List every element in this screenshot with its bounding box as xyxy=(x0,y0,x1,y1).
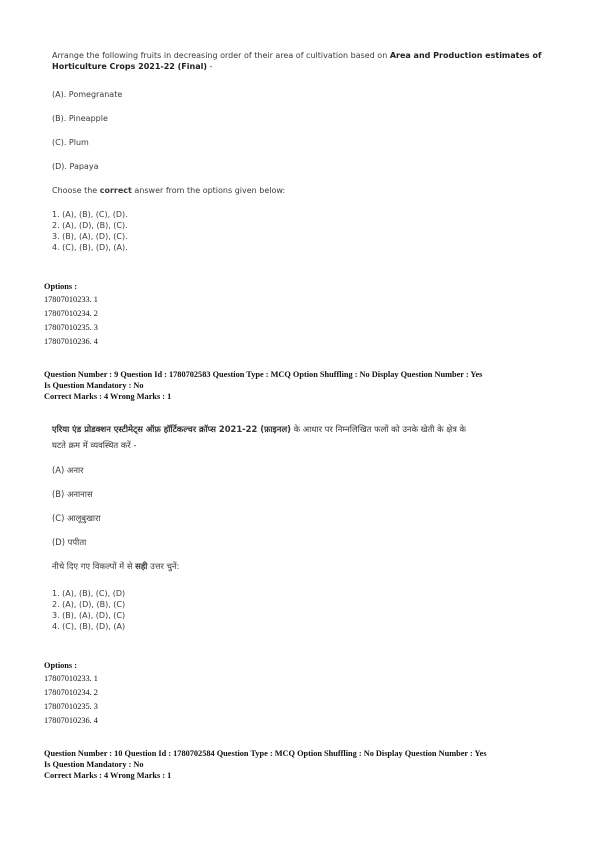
question-10-meta xyxy=(44,748,564,781)
choose-prefix: Choose the xyxy=(52,186,100,195)
option-value-2: 17807010234. 2 xyxy=(44,309,98,318)
q9-item-b: (B) अनानास xyxy=(52,489,93,499)
q9-answer-2: 2. (A), (D), (B), (C) xyxy=(52,600,126,609)
options-block-2 xyxy=(44,660,98,728)
option-value-3: 17807010235. 3 xyxy=(44,323,98,332)
hindi-prompt-line2: घटते क्रम में व्यवस्थित करें - xyxy=(52,440,137,450)
meta-line-3: Correct Marks : 4 Wrong Marks : 1 xyxy=(44,392,172,401)
q8-item-b: (B). Pineapple xyxy=(52,114,108,123)
choose-bold: correct xyxy=(99,186,132,195)
q8-answer-3: 3. (B), (A), (D), (C). xyxy=(52,232,128,241)
option-value-3: 17807010235. 3 xyxy=(44,702,98,711)
q9-choose-instruction xyxy=(52,561,179,572)
q9-item-d: (D) पपीता xyxy=(52,537,87,547)
meta-line-2: Is Question Mandatory : No xyxy=(44,381,144,390)
choose-suffix: उत्तर चुनें: xyxy=(147,561,180,571)
option-value-1: 17807010233. 1 xyxy=(44,674,98,683)
question-9-hindi-prompt xyxy=(52,421,562,453)
q9-item-a: (A) अनार xyxy=(52,465,84,475)
q8-item-c: (C). Plum xyxy=(52,138,89,147)
q8-item-a: (A). Pomegranate xyxy=(52,90,123,99)
q9-answer-3: 3. (B), (A), (D), (C) xyxy=(52,611,126,620)
q9-item-c: (C) आलूबुखारा xyxy=(52,513,101,523)
q8-choose-instruction xyxy=(52,185,285,196)
choose-bold: सही xyxy=(135,561,148,571)
prompt-suffix: - xyxy=(207,62,213,71)
meta-line-1: Question Number : 10 Question Id : 1780702584 Question Type : MCQ Option Shuffling : No Display Question Number : Yes xyxy=(44,749,487,758)
meta-line-3: Correct Marks : 4 Wrong Marks : 1 xyxy=(44,771,172,780)
q8-item-d: (D). Papaya xyxy=(52,162,99,171)
options-heading: Options : xyxy=(44,282,77,291)
prompt-bold-text: Area and Production estimates of Horticulture Crops 2021-22 (Final) xyxy=(52,51,542,71)
option-value-4: 17807010236. 4 xyxy=(44,716,98,725)
hindi-prompt-bold: एरिया एंड प्रोडक्शन एस्टीमेट्स ऑफ़ हॉर्टिकल्चर क्रॉप्स 2021-22 (फ़ाइनल) xyxy=(52,424,291,434)
options-heading: Options : xyxy=(44,661,77,670)
option-value-1: 17807010233. 1 xyxy=(44,295,98,304)
q8-answer-list xyxy=(52,209,128,253)
choose-suffix: answer from the options given below: xyxy=(131,186,286,195)
q9-answer-1: 1. (A), (B), (C), (D) xyxy=(52,589,126,598)
question-9-meta xyxy=(44,369,564,402)
q8-answer-4: 4. (C), (B), (D), (A). xyxy=(52,243,128,252)
q9-answer-list xyxy=(52,588,125,632)
option-value-4: 17807010236. 4 xyxy=(44,337,98,346)
q9-answer-4: 4. (C), (B), (D), (A) xyxy=(52,622,126,631)
prompt-text: Arrange the following fruits in decreasing order of their area of cultivation based on xyxy=(52,51,390,60)
q8-answer-1: 1. (A), (B), (C), (D). xyxy=(52,210,128,219)
meta-line-1: Question Number : 9 Question Id : 1780702583 Question Type : MCQ Option Shuffling : No Display Question Number : Yes xyxy=(44,370,483,379)
question-8-prompt xyxy=(52,50,557,72)
choose-prefix: नीचे दिए गए विकल्पों में से xyxy=(52,561,136,571)
meta-line-2: Is Question Mandatory : No xyxy=(44,760,144,769)
hindi-prompt-rest: के आधार पर निम्नलिखित फलों को उनके खेती के क्षेत्र के xyxy=(290,424,466,434)
options-block-1 xyxy=(44,281,98,349)
option-value-2: 17807010234. 2 xyxy=(44,688,98,697)
q8-answer-2: 2. (A), (D), (B), (C). xyxy=(52,221,128,230)
